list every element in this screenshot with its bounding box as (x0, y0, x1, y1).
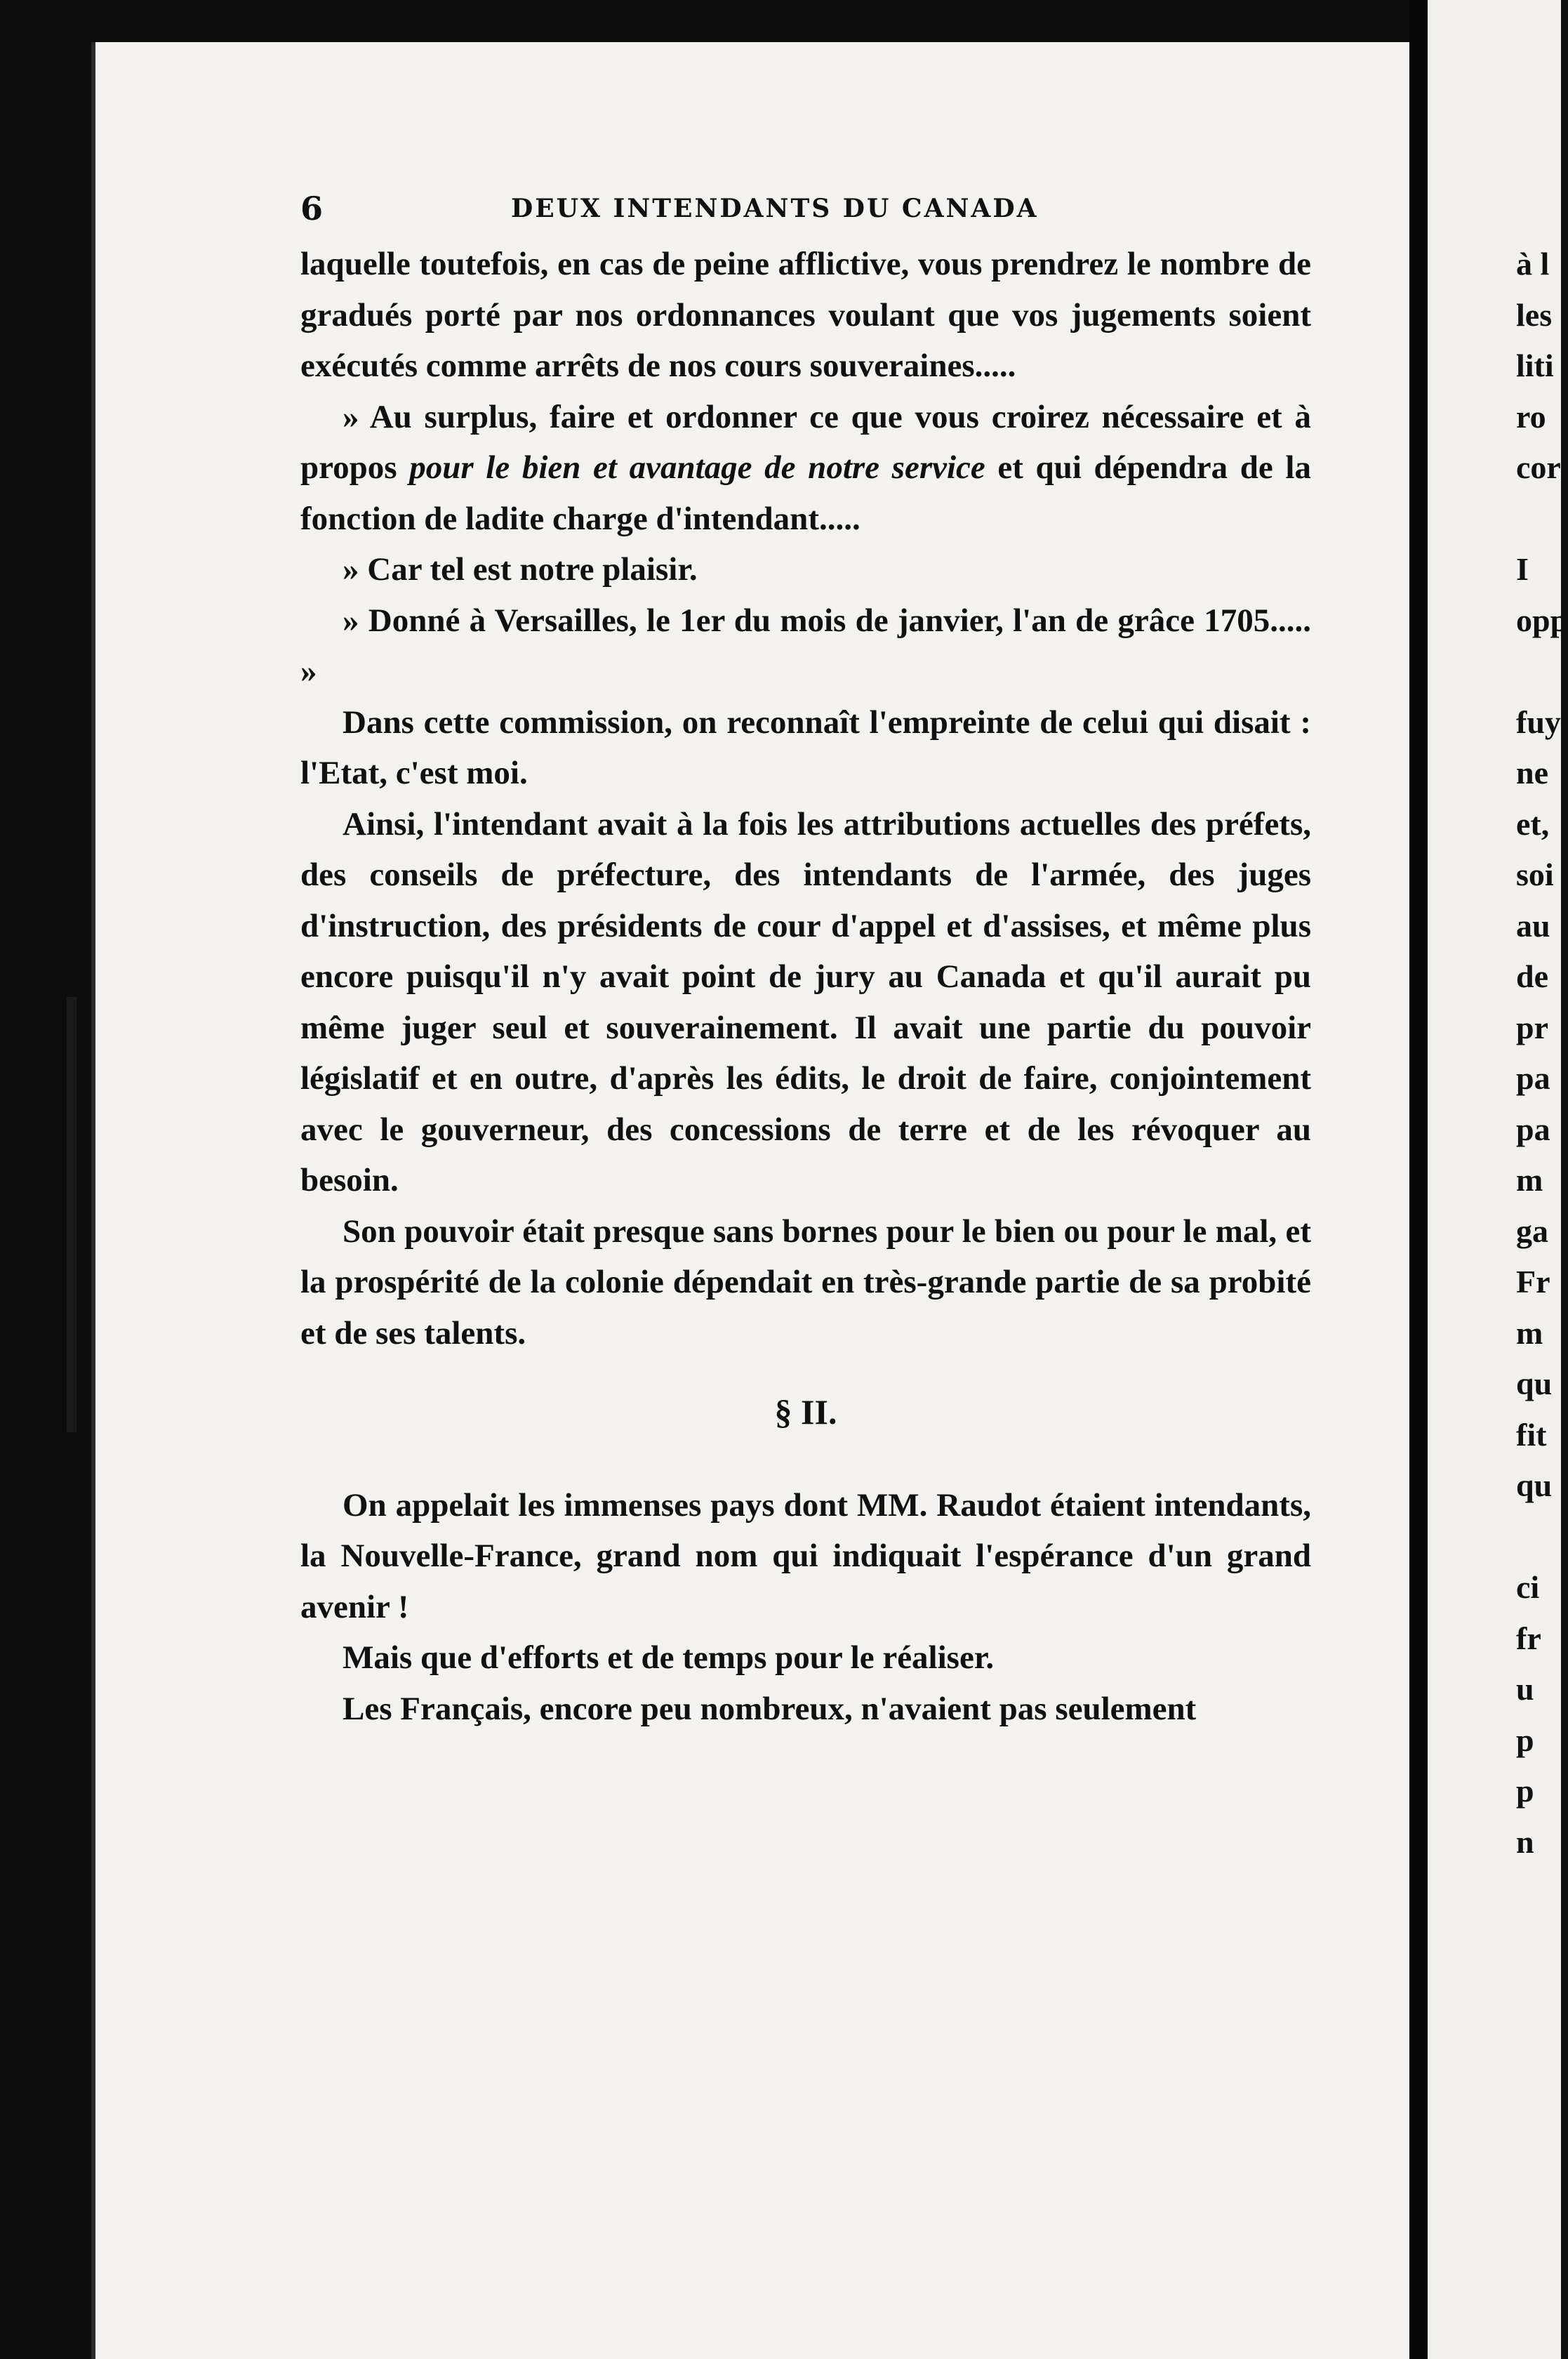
text-run: On appelait les immenses pays dont MM. Raudot étaient intendants, la Nouvelle-France, grand nom qui indiquait l'espérance d'un grand avenir ! (300, 1486, 1311, 1625)
facing-page-line: ro (1516, 398, 1546, 435)
facing-page-line: pa (1516, 1060, 1550, 1096)
facing-page-text (1516, 239, 1568, 1868)
facing-page-line (1516, 1512, 1561, 1563)
facing-page-line: à l (1516, 246, 1550, 282)
text-run: § II. (774, 1392, 837, 1432)
text-run: Mais que d'efforts et de temps pour le réaliser. (343, 1639, 995, 1676)
facing-page-line: soi (1516, 857, 1554, 892)
body-text (300, 239, 1311, 1734)
facing-page-line (1516, 494, 1561, 545)
paragraph (300, 544, 1311, 595)
facing-page-line: pa (1516, 1111, 1550, 1147)
facing-page-line: ne (1516, 755, 1548, 791)
book-gutter (1409, 0, 1428, 2359)
text-run: Ainsi, l'intendant avait à la fois les attributions actuelles des préfets, des conseils de préfecture, des intendants de l'armée, des juges d'instruction, des présidents de cour d'appel et d'assises, et même plus encore puisqu'il n'y avait point de jury au Canada et qu'il aurait pu même juger seul et souverainement. Il avait une partie du pouvoir législatif et en outre, d'après les édits, le droit de faire, conjointement avec le gouverneur, des concessions de terre et de les révoquer au besoin. (300, 805, 1311, 1198)
text-run: et qui dépendra de la fonction de ladite charge d'intendant..... (300, 449, 1311, 537)
paragraph (300, 697, 1311, 799)
facing-page-line: fit (1516, 1416, 1547, 1453)
facing-page-line: m (1516, 1162, 1543, 1198)
facing-page-line: ci (1516, 1569, 1540, 1605)
facing-page-line: p (1516, 1722, 1534, 1758)
facing-page-line: u (1516, 1671, 1534, 1707)
text-run: Son pouvoir était presque sans bornes pour le bien ou pour le mal, et la prospérité de la colonie dépendait en très-grande partie de sa probité et de ses talents. (300, 1212, 1311, 1352)
facing-page-line: n (1516, 1823, 1534, 1860)
paragraph (300, 239, 1311, 392)
facing-page-line: I (1516, 551, 1529, 587)
facing-page-line: qu (1516, 1366, 1553, 1401)
italic-phrase: pour le bien et avantage de notre service (409, 449, 985, 486)
facing-page-line: ga (1516, 1212, 1548, 1249)
facing-page-line: p (1516, 1773, 1534, 1809)
facing-page-line: liti (1516, 348, 1554, 383)
text-run: Dans cette commission, on reconnaît l'empreinte de celui qui disait : l'Etat, c'est moi. (300, 703, 1311, 791)
text-run: » Au surplus, faire et ordonner ce que vous croirez nécessaire et à propos (300, 398, 1311, 486)
facing-page-line: pr (1516, 1009, 1548, 1045)
facing-page-line: Fr (1516, 1264, 1550, 1300)
facing-page-line: cor (1516, 449, 1561, 485)
paragraph (300, 1206, 1311, 1359)
facing-page-line: de (1516, 958, 1548, 994)
running-title: DEUX INTENDANTS DU CANADA (511, 194, 1039, 223)
paragraph (300, 1684, 1311, 1735)
page-number: 6 (300, 190, 324, 227)
running-head (300, 190, 1311, 232)
paragraph (300, 799, 1311, 1206)
facing-page-line (1516, 646, 1561, 697)
page-edge-shadow (67, 997, 77, 1432)
paragraph (300, 595, 1311, 697)
text-run: Les Français, encore peu nombreux, n'avaient pas seulement (343, 1690, 1197, 1727)
facing-page-line: opp (1516, 602, 1568, 638)
text-run: laquelle toutefois, en cas de peine afflictive, vous prendrez le nombre de gradués porté par nos ordonnances voulant que vos jugements soient exécutés comme arrêts de nos cours souveraines..... (300, 246, 1311, 384)
facing-page-line: et, (1516, 805, 1550, 842)
facing-page-line: fuy (1516, 703, 1561, 740)
facing-page-line: qu (1516, 1467, 1553, 1503)
paragraph (300, 392, 1311, 545)
paragraph (300, 1632, 1311, 1684)
section-heading (300, 1387, 1311, 1438)
text-run: » Car tel est notre plaisir. (343, 551, 698, 588)
facing-page-line: les (1516, 296, 1553, 333)
text-run: » Donné à Versailles, le 1er du mois de janvier, l'an de grâce 1705..... » (300, 602, 1311, 689)
facing-page-line: fr (1516, 1620, 1541, 1656)
facing-page-line: au (1516, 907, 1550, 944)
paragraph (300, 1480, 1311, 1633)
facing-page-line: m (1516, 1314, 1543, 1351)
